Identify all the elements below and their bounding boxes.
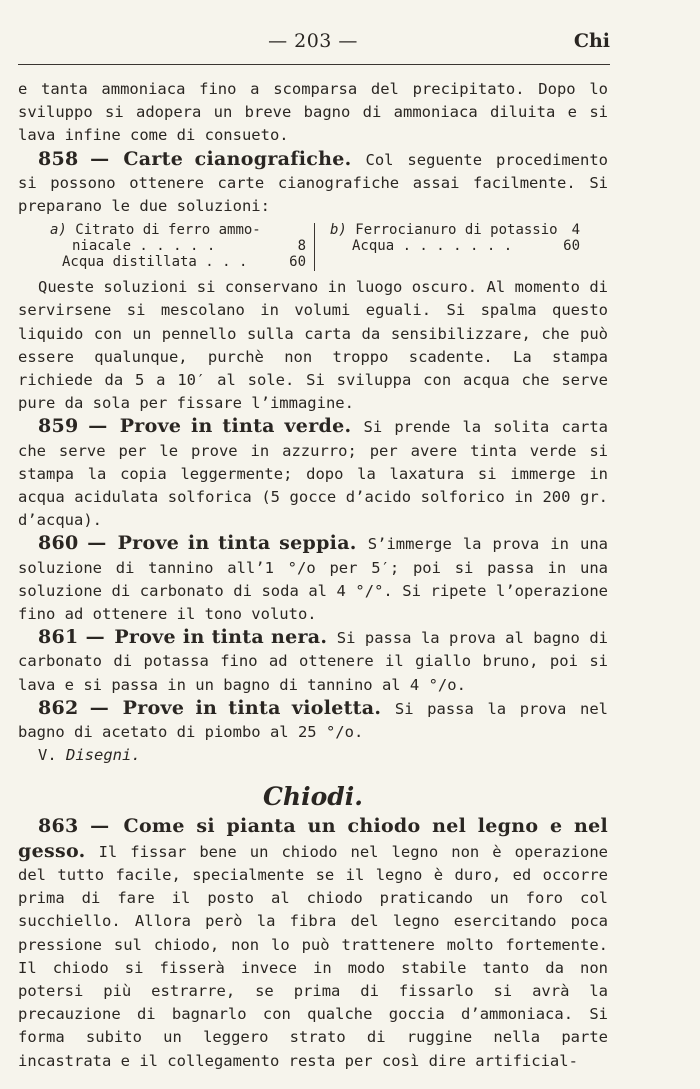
section-text: Si passa la prova nel bagno di acetato di piombo al 25 °/o. [18, 699, 608, 742]
section-number: 859 — [38, 415, 108, 438]
section-title: Carte cianografiche. [123, 147, 352, 170]
column-divider [314, 223, 315, 271]
section-861 [18, 626, 608, 697]
section-title: Prove in tinta seppia. [117, 532, 357, 555]
solution-a-line3-value: 60 [289, 254, 306, 271]
solutions-table [18, 222, 608, 272]
section-number: 860 — [38, 532, 107, 555]
section-number: 863 — [38, 815, 110, 838]
solution-b-line2-label: Acqua . . . . . . . [352, 238, 513, 255]
after-formula-paragraph: Queste soluzioni si conservano in luogo oscuro. Al momento di servirsene si mescolano in volumi eguali. Si spalma questo liquido con un pennello sulla carta da sensibilizzare, che può essere qualunque, purchè non troppo scadente. La stampa richiede da 5 a 10′ al sole. Si sviluppa con acqua che serve pure da sola per fissare l’immagine. [18, 278, 608, 413]
see-also [18, 744, 608, 767]
solution-a-name: Citrato di ferro ammo- [75, 222, 261, 239]
section-text: Si passa la prova al bagno di carbonato di potassa fino ad ottenere il giallo bruno, poi si lava e si passa in un bagno di tannino al 4 °/o. [18, 629, 608, 694]
section-859 [18, 415, 608, 532]
solution-b-line1-value: 4 [571, 222, 580, 239]
solution-a-line1 [50, 222, 261, 238]
section-title: Come si pianta un chiodo nel legno e nel gesso. [18, 815, 608, 862]
section-number: 862 — [38, 696, 110, 719]
section-text: Si prende la solita carta che serve per le prove in azzurro; per avere tinta verde si stampa la copia leggermente; dopo la laxatura si immerge in acqua acidulata solforica (5 gocce d’acido solforico in 200 gr. d’acqua). [18, 418, 609, 530]
solution-a [50, 222, 306, 270]
section-number: 861 — [38, 626, 105, 649]
page-number: — 203 — [268, 30, 358, 52]
section-863 [18, 815, 608, 1072]
solution-b-prefix: b) [330, 222, 347, 239]
section-text: Il fissar bene un chiodo nel legno non è operazione del tutto facile, specialmente se il legno è duro, ed occorre prima di fare il posto al chiodo praticando un foro col succhiello. Allora però la fibra del legno esercitando poca pressione sul chiodo, non lo può trattenere molto fortemente. Il chiodo si fisserà invece in modo stabile tanto da non potersi più estrarre, se prima di fissarlo si avrà la precauzione di bagnarlo con qualche goccia d’ammoniaca. Si forma subito un leggero strato di ruggine nella parte incastrata e il collegamento resta per così dire artificial- [18, 842, 608, 1070]
body-text [18, 78, 608, 1073]
section-858 [18, 148, 608, 219]
solution-a-line2-label: niacale . . . . . [72, 238, 216, 255]
solution-a-line2-value: 8 [297, 238, 306, 255]
running-head: Chi [573, 30, 610, 52]
section-860 [18, 532, 608, 626]
section-862 [18, 697, 608, 744]
section-text: S’immerge la prova in una soluzione di tannino all’1 °/o per 5′; poi si passa in una soluzione di carbonato di soda al 4 °/°. Si ripete l’operazione fino ad ottenere il tono voluto. [18, 535, 608, 624]
solution-b-line1-label: Ferrocianuro di potassio [355, 222, 558, 239]
chapter-heading: Chiodi. [263, 782, 363, 812]
header-rule [18, 64, 610, 65]
section-title: Prove in tinta verde. [119, 415, 352, 438]
see-also-prefix: V. [38, 746, 57, 765]
solution-b [330, 222, 580, 254]
section-title: Prove in tinta nera. [114, 626, 328, 649]
solution-b-line2-value: 60 [563, 238, 580, 255]
solution-a-prefix: a) [50, 222, 67, 239]
solution-a-line3-label: Acqua distillata . . . [62, 254, 248, 271]
section-title: Prove in tinta violetta. [122, 696, 382, 719]
section-number: 858 — [38, 147, 110, 170]
see-also-ref: Disegni. [66, 746, 141, 765]
intro-paragraph: e tanta ammoniaca fino a scomparsa del precipitato. Dopo lo sviluppo si adopera un breve bagno di ammoniaca diluita e si lava infine come di consueto. [18, 80, 608, 145]
section-text: Col seguente procedimento si possono ottenere carte cianografiche assai facilmente. Si preparano le due soluzioni: [18, 150, 609, 216]
